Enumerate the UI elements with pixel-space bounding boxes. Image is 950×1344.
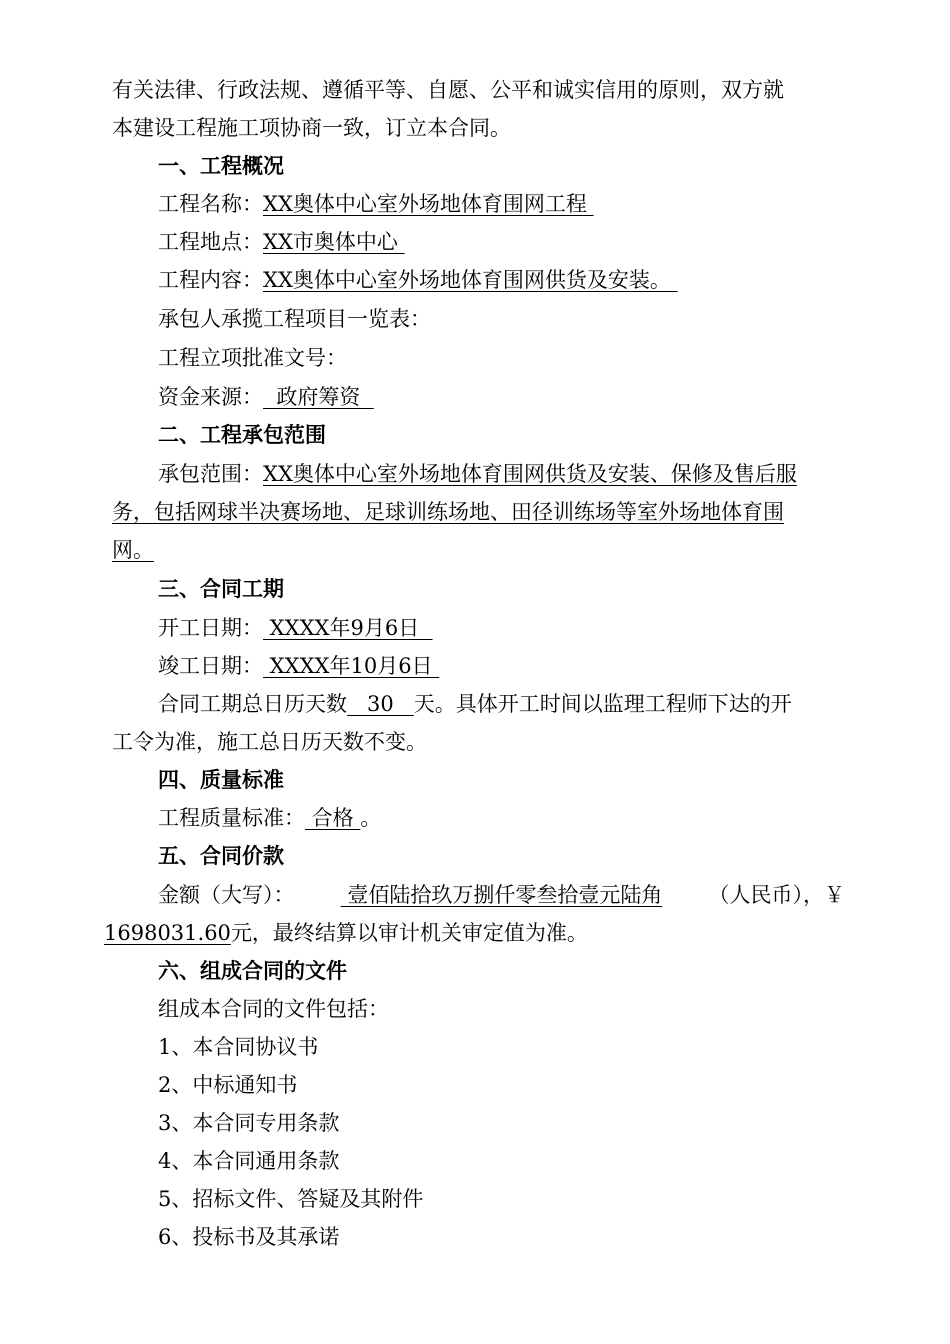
scope-line-3-row	[112, 535, 154, 565]
amount-line-2	[104, 918, 588, 948]
total-days-row	[158, 689, 792, 719]
total-days-suffix: 天。具体开工时间以监理工程师下达的开	[413, 692, 792, 716]
amount-label: 金额（大写）：	[158, 883, 295, 907]
section-3-heading: 三、合同工期	[158, 577, 284, 601]
quality-suffix: 。	[360, 806, 382, 830]
project-location-label: 工程地点：	[158, 230, 263, 254]
project-name-row	[158, 189, 594, 219]
scope-line-2: 务，包括网球半决赛场地、足球训练场地、田径训练场等室外场地体育围	[112, 500, 784, 524]
project-list-text: 承包人承揽工程项目一览表：	[158, 307, 431, 331]
fund-source-label: 资金来源：	[158, 385, 263, 409]
section-1-heading: 一、工程概况	[158, 154, 284, 178]
amount-row	[112, 880, 845, 910]
end-date-row	[158, 651, 439, 681]
amount-upper-value: 壹佰陆拾玖万捌仟零叁拾壹元陆角	[340, 883, 663, 907]
fund-source-value: 政府筹资	[263, 385, 374, 409]
scope-line-3: 网。	[112, 538, 154, 562]
scope-label: 承包范围：	[158, 462, 263, 486]
project-content-value: XX奥体中心室外场地体育围网供货及安装。	[263, 268, 678, 292]
scope-line-2-row	[112, 497, 784, 527]
total-days-line-2: 工令为准，施工总日历天数不变。	[112, 730, 427, 754]
amount-currency: （人民币），￥	[708, 883, 845, 907]
document-item: 1、本合同协议书	[158, 1035, 319, 1059]
amount-tail: 元，最终结算以审计机关审定值为准。	[230, 921, 588, 945]
project-name-value: XX奥体中心室外场地体育围网工程	[263, 192, 594, 216]
document-item: 2、中标通知书	[158, 1073, 298, 1097]
project-location-value: XX市奥体中心	[263, 230, 405, 254]
scope-row	[158, 459, 797, 489]
section-5-heading: 五、合同价款	[158, 844, 284, 868]
project-location-row	[158, 227, 405, 257]
documents-intro: 组成本合同的文件包括：	[158, 997, 389, 1021]
scope-line-1: XX奥体中心室外场地体育围网供货及安装、保修及售后服	[263, 462, 797, 486]
document-item: 6、投标书及其承诺	[158, 1225, 340, 1249]
start-date-row	[158, 613, 433, 643]
total-days-value: 30	[347, 692, 414, 716]
document-item: 5、招标文件、答疑及其附件	[158, 1187, 424, 1211]
project-content-label: 工程内容：	[158, 268, 263, 292]
section-2-heading: 二、工程承包范围	[158, 423, 326, 447]
intro-line-1: 有关法律、行政法规、遵循平等、自愿、公平和诚实信用的原则，双方就	[112, 78, 784, 102]
total-days-prefix: 合同工期总日历天数	[158, 692, 347, 716]
start-date-value: XXXX年9月6日	[263, 616, 433, 640]
end-date-label: 竣工日期：	[158, 654, 263, 678]
quality-label: 工程质量标准：	[158, 806, 305, 830]
approval-number-label: 工程立项批准文号：	[158, 346, 347, 370]
fund-source-row	[158, 382, 374, 412]
document-item: 4、本合同通用条款	[158, 1149, 340, 1173]
intro-line-2: 本建设工程施工项协商一致，订立本合同。	[112, 116, 511, 140]
end-date-value: XXXX年10月6日	[263, 654, 440, 678]
project-name-label: 工程名称：	[158, 192, 263, 216]
quality-row	[158, 803, 381, 833]
amount-number-value: 1698031.60	[104, 921, 231, 945]
section-4-heading: 四、质量标准	[158, 768, 284, 792]
document-item: 3、本合同专用条款	[158, 1111, 340, 1135]
start-date-label: 开工日期：	[158, 616, 263, 640]
quality-value: 合格	[305, 806, 361, 830]
project-content-row	[158, 265, 678, 295]
section-6-heading: 六、组成合同的文件	[158, 959, 347, 983]
